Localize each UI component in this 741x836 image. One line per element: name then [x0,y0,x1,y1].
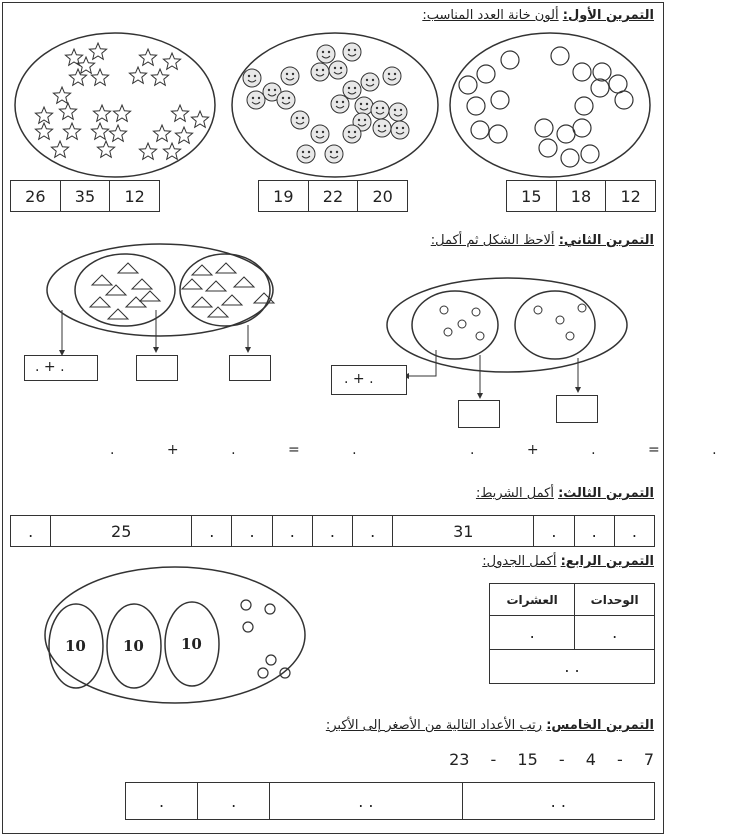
option-cell[interactable]: 12 [110,181,160,212]
circle-icon [471,121,489,139]
circle-icon [609,75,627,93]
exercise1-instruction: ألون خانة العدد المناسب: [422,8,559,23]
stars-options [10,180,160,212]
smiley-icon [343,43,361,61]
bundle-label-2: 10 [123,637,144,655]
exercise4-title: التمرين الرابع: [560,554,654,569]
circle-icon [575,97,593,115]
triangle-icon [92,275,112,285]
star-icon [93,105,110,121]
smiley-icon [277,91,295,109]
right-sum-text: . + . [344,371,374,387]
star-icon [163,143,180,159]
smiley-icon [361,73,379,91]
star-icon [91,123,108,139]
star-icon [139,49,156,65]
exercise3-title: التمرين الثالث: [558,486,654,501]
smileys-options [258,180,408,212]
star-icons [35,43,208,159]
option-cell[interactable]: 18 [556,181,606,212]
strip-cell[interactable]: 31 [393,516,534,547]
triangle-icon [234,277,254,287]
smiley-icon [371,101,389,119]
circle-icon [573,63,591,81]
option-cell[interactable]: 12 [606,181,656,212]
triangle-icon [192,297,212,307]
right-inner-ellipse-1 [412,291,498,359]
smiley-icon [383,67,401,85]
triangle-icon [192,265,212,275]
star-icon [151,69,168,85]
triangle-icons [90,263,274,319]
triangle-icon [216,263,236,273]
option-cell[interactable]: 15 [507,181,557,212]
triangle-icon [182,279,202,289]
tens-header: العشرات [490,584,575,616]
exercise2-title: التمرين الثاني: [558,233,654,248]
triangle-icon [118,263,138,273]
strip-cell[interactable]: . [232,516,272,547]
circle-icon [539,139,557,157]
star-icon [191,111,208,127]
right-outer-ellipse [387,278,627,372]
smiley-icon [243,69,261,87]
star-icon [89,43,106,59]
smiley-icon [297,145,315,163]
left-inner-ellipse-1 [75,254,175,326]
triangle-icon [106,285,126,295]
sorting-answer-row [125,782,655,820]
bundle-outer-ellipse [45,567,305,703]
circle-icon [557,125,575,143]
small-circle-icon [458,320,466,328]
star-icon [59,103,76,119]
left-equation: . + . = . [110,442,381,458]
triangle-icon [132,279,152,289]
triangle-icon [208,307,228,317]
star-icon [35,107,52,123]
smiley-icon [343,81,361,99]
circle-icon [615,91,633,109]
small-circle-icon [440,306,448,314]
exercise3-heading [476,486,654,501]
smiley-icon [311,125,329,143]
circle-icon [551,47,569,65]
unit-circle-icons [241,600,290,678]
star-icon [51,141,68,157]
smiley-icon [389,103,407,121]
exercise5-heading [326,718,654,733]
small-circle-icons [440,304,586,340]
circle-icons [459,47,633,167]
exercise2-instruction: ألاحظ الشكل ثم أكمل: [430,233,555,248]
total-cell[interactable]: . . [490,650,655,684]
strip-cell[interactable]: . [192,516,232,547]
circle-icon [501,51,519,69]
small-circle-icon [444,328,452,336]
option-cell[interactable]: 35 [60,181,110,212]
circles-ellipse [450,33,650,177]
exercise4-drawings [0,560,330,710]
small-circle-icon [556,316,564,324]
triangle-icon [108,309,128,319]
triangle-icon [140,291,160,301]
smiley-icon [281,67,299,85]
exercise5-instruction: رتب الأعداد التالية من الأصغر إلى الأكبر: [325,718,543,733]
small-circle-icon [578,304,586,312]
small-circle-icon [472,308,480,316]
circle-icon [489,125,507,143]
left-answer-box-2[interactable] [229,355,271,381]
strip-cell[interactable]: . [574,516,614,547]
option-cell[interactable]: 20 [358,181,408,212]
star-icon [77,57,94,73]
left-sum-text: . + . [35,359,65,375]
star-icon [35,123,52,139]
triangle-icon [222,295,242,305]
right-sum-box[interactable] [331,365,407,395]
strip-cell[interactable]: . [353,516,393,547]
small-circle-icon [476,332,484,340]
bundle-label-3: 10 [181,635,202,653]
right-equation: . + . = . [470,442,741,458]
left-outer-ellipse [47,244,273,336]
option-cell[interactable]: 22 [308,181,358,212]
circle-icon [591,79,609,97]
right-inner-ellipse-2 [515,291,595,359]
right-answer-box-2[interactable] [556,395,598,423]
triangle-icon [90,297,110,307]
smiley-icon [311,63,329,81]
star-icon [163,53,180,69]
option-cell[interactable]: 19 [259,181,309,212]
star-icon [175,127,192,143]
star-icon [109,125,126,141]
smiley-icon [343,125,361,143]
star-icon [171,105,188,121]
answer-cell[interactable]: . . [270,783,462,820]
answer-cell[interactable]: . . [462,783,654,820]
answer-cell[interactable]: . [126,783,198,820]
option-cell[interactable]: 26 [11,181,61,212]
tens-units-table [489,583,655,684]
circle-icon [491,91,509,109]
circles-options [506,180,656,212]
star-icon [153,125,170,141]
answer-cell[interactable]: . [198,783,270,820]
smiley-icon [331,95,349,113]
exercise4-heading [482,554,654,569]
right-answer-box-1[interactable] [458,400,500,428]
smiley-icons [243,43,409,163]
tens-cell[interactable]: . [490,616,575,650]
triangle-icon [206,281,226,291]
star-icon [129,67,146,83]
small-circle-icon [566,332,574,340]
smiley-icon [247,91,265,109]
left-sum-box[interactable] [24,355,98,381]
strip-cell[interactable]: 25 [51,516,192,547]
small-circle-icon [534,306,542,314]
strip-cell[interactable]: . [312,516,352,547]
smiley-icon [373,119,391,137]
star-icon [113,105,130,121]
circle-icon [573,119,591,137]
left-answer-box-1[interactable] [136,355,178,381]
smiley-icon [325,145,343,163]
strip-cell[interactable]: . [11,516,51,547]
strip-cell[interactable]: . [534,516,574,547]
exercise1-drawings [0,0,666,180]
smiley-icon [329,61,347,79]
exercise3-instruction: أكمل الشريط: [475,486,554,501]
numbers-to-sort: 23 - 15 - 4 - 7 [449,750,654,769]
number-strip [10,515,655,547]
units-cell[interactable]: . [575,616,655,650]
star-icon [97,141,114,157]
stars-ellipse [15,33,215,177]
circle-icon [467,97,485,115]
star-icon [139,143,156,159]
bundle-label-1: 10 [65,637,86,655]
circle-icon [593,63,611,81]
star-icon [63,123,80,139]
star-icon [53,87,70,103]
circle-icon [459,76,477,94]
smiley-icon [355,97,373,115]
circle-icon [561,149,579,167]
units-header: الوحدات [575,584,655,616]
circle-icon [535,119,553,137]
star-icon [91,69,108,85]
exercise1-title: التمرين الأول: [562,8,654,23]
smiley-icon [391,121,409,139]
circle-icon [477,65,495,83]
circle-icon [581,145,599,163]
exercise4-instruction: أكمل الجدول: [482,554,557,569]
smiley-icon [317,45,335,63]
exercise5-title: التمرين الخامس: [546,718,654,733]
strip-cell[interactable]: . [272,516,312,547]
smiley-icon [291,111,309,129]
strip-cell[interactable]: . [614,516,654,547]
